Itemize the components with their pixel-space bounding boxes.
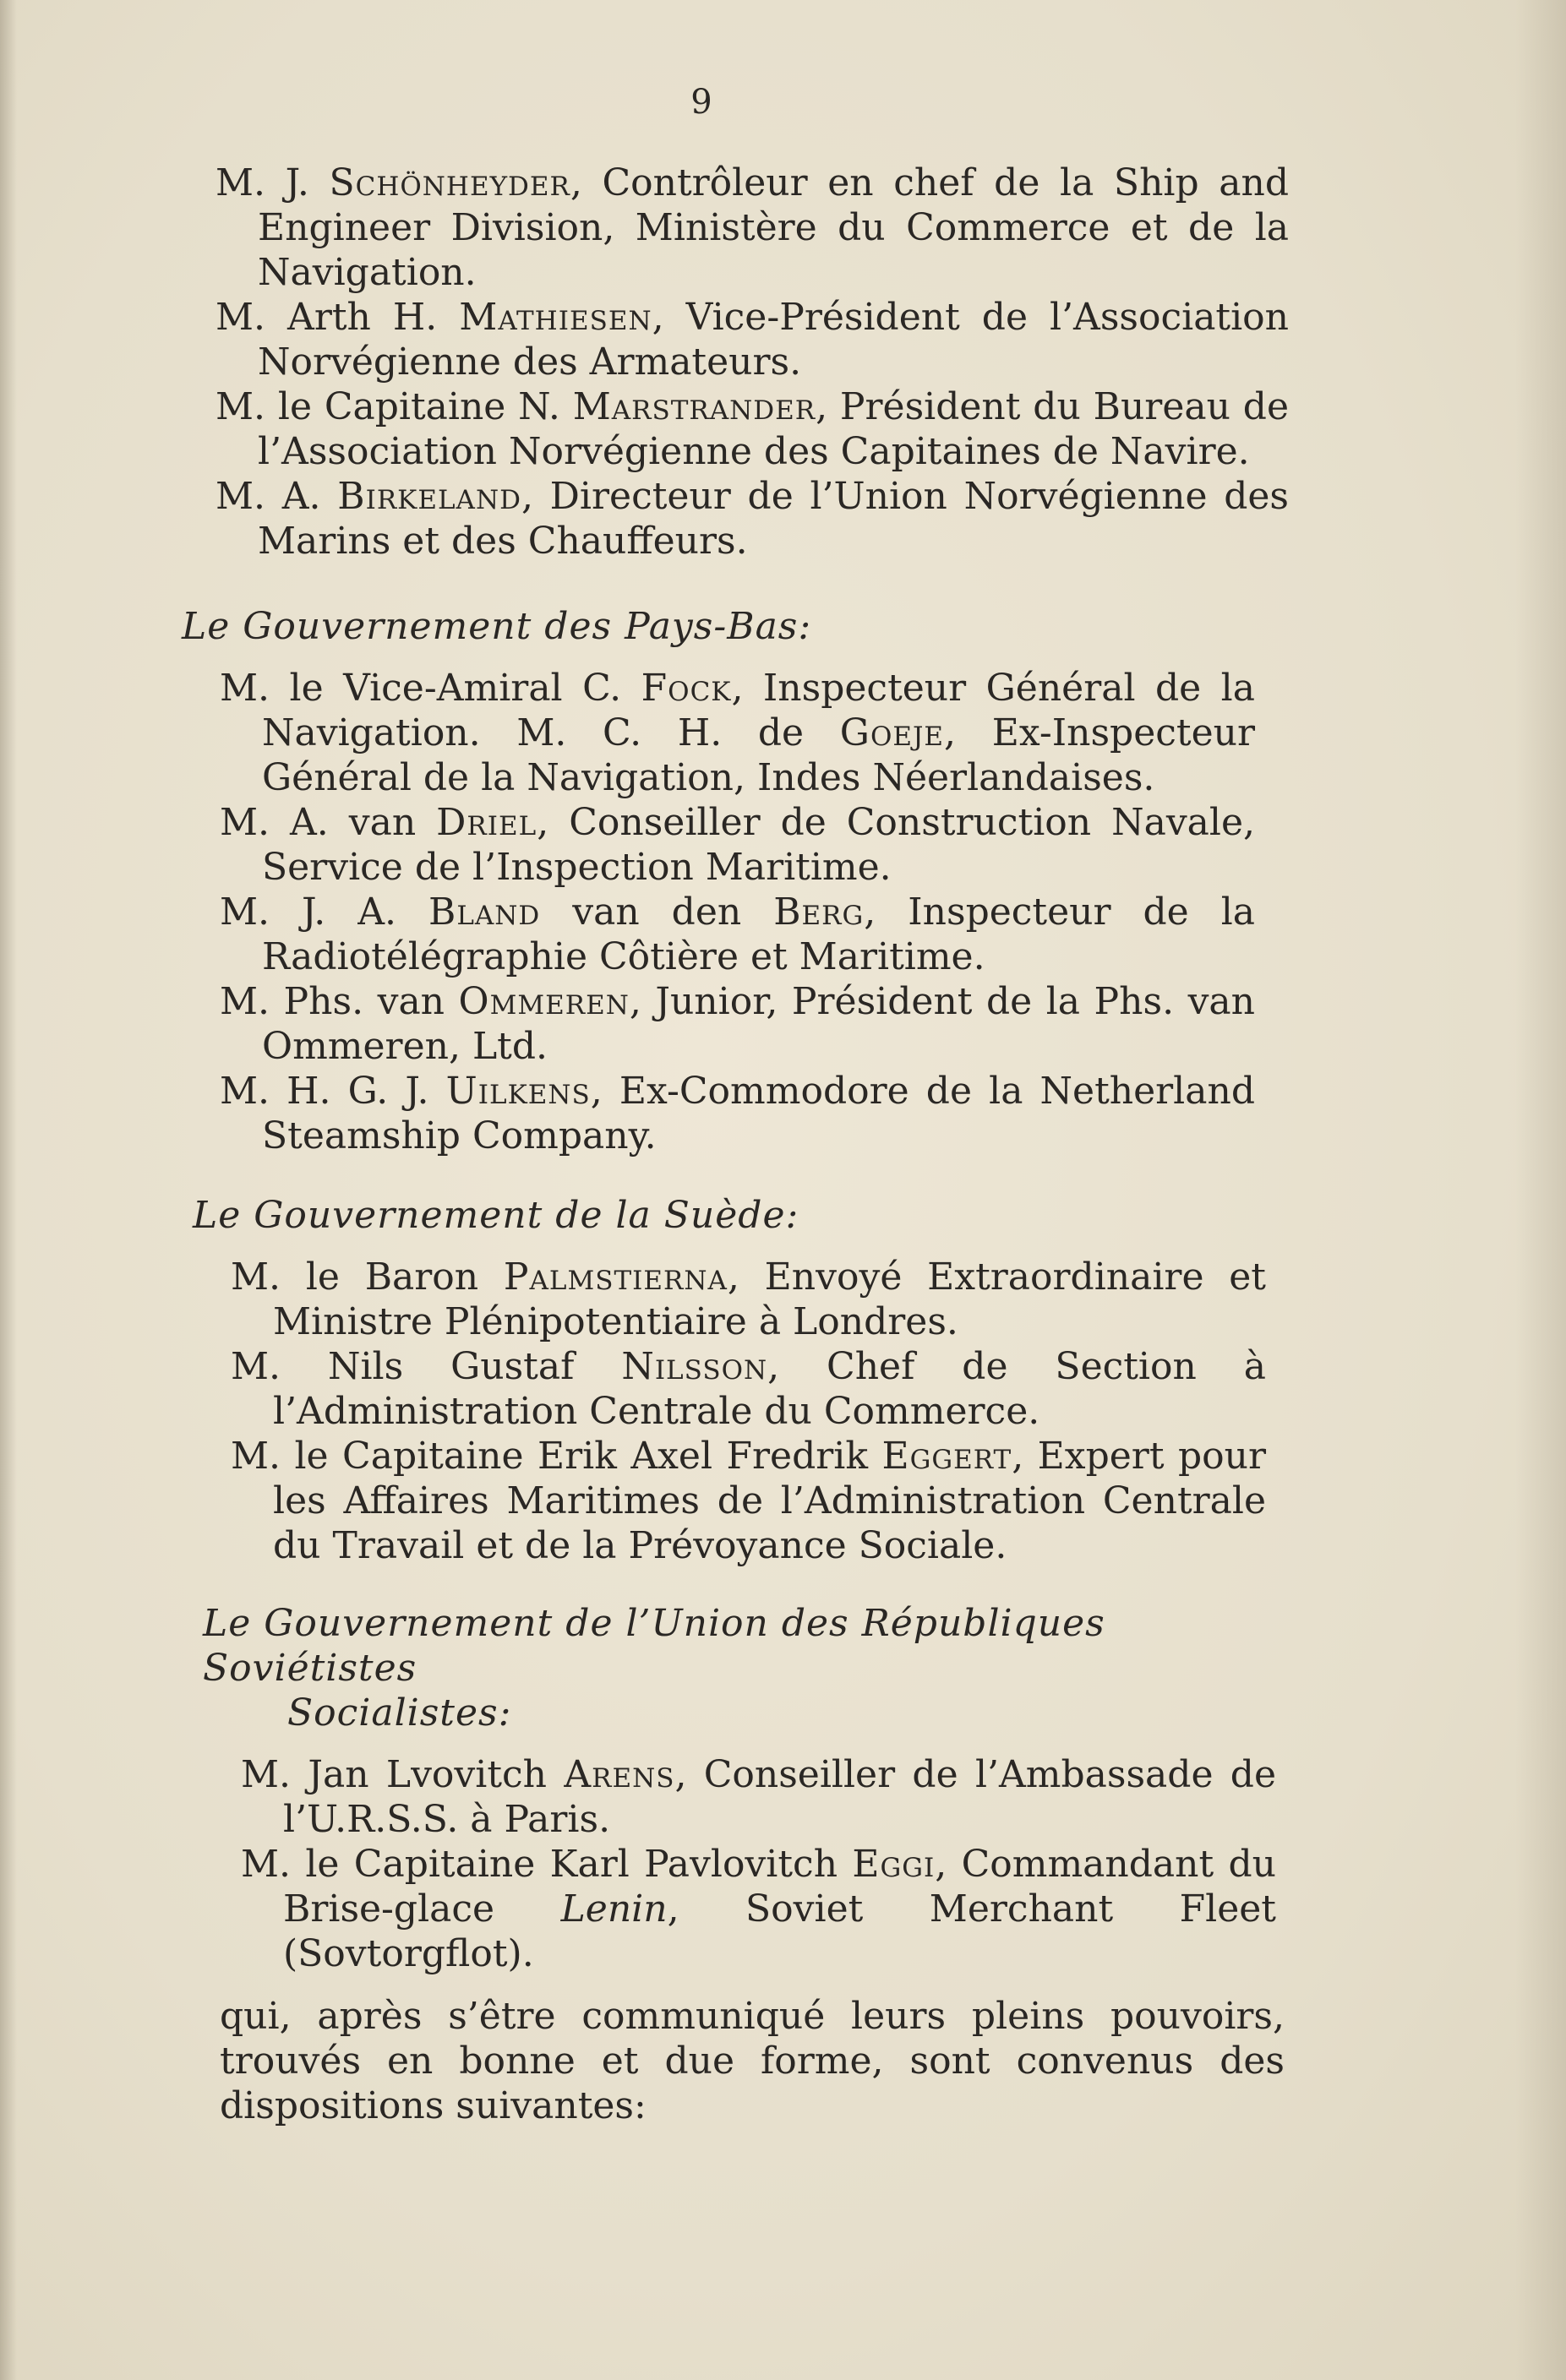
delegate-surname: Arens xyxy=(564,1753,675,1796)
delegate-entry: M. J. Schönheyder, Contrôleur en chef de la Ship and Engineer Division, Ministère du Commerce et de la Navigation. xyxy=(216,161,1289,294)
delegate-entry: M. Jan Lvovitch Arens, Conseiller de l’Ambassade de l’U.R.S.S. à Paris. xyxy=(241,1753,1277,1841)
delegate-surname: Uilkens xyxy=(445,1070,591,1113)
delegate-entry: M. le Baron Palmstierna, Envoyé Extraordinaire et Ministre Plénipotentiaire à Londres. xyxy=(231,1255,1266,1343)
delegate-entry: M. le Capitaine N. Marstrander, Président du Bureau de l’Association Norvégienne des Capitaines de Navire. xyxy=(216,385,1289,473)
delegate-list xyxy=(182,666,1255,1158)
delegate-surname: Marstrander xyxy=(572,385,816,428)
delegate-entry: M. J. A. Bland van den Berg, Inspecteur de la Radiotélégraphie Côtière et Maritime. xyxy=(220,890,1255,978)
delegate-list xyxy=(193,1255,1266,1568)
closing-paragraph: qui, après s’être communiqué leurs pleins pouvoirs, trouvés en bonne et due forme, sont convenus des dispositions suivantes: xyxy=(220,1995,1285,2127)
delegate-entry: M. le Capitaine Karl Pavlovitch Eggi, Commandant du Brise-glace Lenin, Soviet Merchant Fleet (Sovtorgflot). xyxy=(241,1843,1276,1975)
delegate-entry: M. Nils Gustaf Nilsson, Chef de Section à l’Administration Centrale du Commerce. xyxy=(231,1345,1266,1433)
ship-name: Lenin xyxy=(560,1887,668,1931)
delegate-surname: Eggi xyxy=(852,1843,936,1886)
section-pays-bas xyxy=(182,604,1255,1158)
delegate-surname: Berg xyxy=(773,890,865,934)
delegate-entry: M. A. Birkeland, Directeur de l’Union Norvégienne des Marins et des Chauffeurs. xyxy=(216,475,1289,563)
delegate-entry: M. le Capitaine Erik Axel Fredrik Eggert, Expert pour les Affaires Maritimes de l’Administration Centrale du Travail et de la Prévoyance Sociale. xyxy=(231,1435,1266,1567)
section-norway-continued xyxy=(216,161,1289,564)
page-number: 9 xyxy=(690,83,712,122)
section-heading: Le Gouvernement de l’Union des Républiques Soviétistes Socialistes: xyxy=(203,1601,1276,1735)
delegate-entry: M. Phs. van Ommeren, Junior, Président de la Phs. van Ommeren, Ltd. xyxy=(220,980,1256,1068)
delegate-surname: Mathiesen xyxy=(459,296,652,339)
delegate-surname: Birkeland xyxy=(337,475,521,518)
delegate-entry: M. Arth H. Mathiesen, Vice-Président de l’Association Norvégienne des Armateurs. xyxy=(216,296,1290,384)
delegate-list xyxy=(203,1752,1276,1976)
section-urss xyxy=(203,1601,1276,1976)
delegate-surname: Fock xyxy=(641,667,732,710)
binding-shadow xyxy=(0,0,17,2380)
delegate-surname: Bland xyxy=(428,890,541,934)
section-heading-continued: Socialistes: xyxy=(287,1691,512,1735)
delegate-surname: Schönheyder xyxy=(329,161,570,204)
section-heading: Le Gouvernement de la Suède: xyxy=(193,1194,799,1237)
section-heading: Le Gouvernement des Pays-Bas: xyxy=(182,605,812,648)
delegate-surname: Goeje xyxy=(839,711,945,754)
delegate-surname: Nilsson xyxy=(621,1345,768,1388)
delegate-surname: Driel xyxy=(436,801,537,844)
delegate-surname: Eggert xyxy=(881,1435,1012,1478)
delegate-entry: M. A. van Driel, Conseiller de Construction Navale, Service de l’Inspection Maritime. xyxy=(220,801,1256,889)
page-edge-shade xyxy=(1515,0,1566,2380)
section-suede xyxy=(193,1193,1266,1568)
delegate-entry: M. le Vice-Amiral C. Fock, Inspecteur Général de la Navigation. M. C. H. de Goeje, Ex-Inspecteur Général de la Navigation, Indes Néerlandaises. xyxy=(220,667,1255,799)
delegate-surname: Ommeren xyxy=(458,980,630,1023)
delegate-surname: Palmstierna xyxy=(503,1255,728,1299)
delegate-entry: M. H. G. J. Uilkens, Ex-Commodore de la Netherland Steamship Company. xyxy=(220,1070,1255,1157)
